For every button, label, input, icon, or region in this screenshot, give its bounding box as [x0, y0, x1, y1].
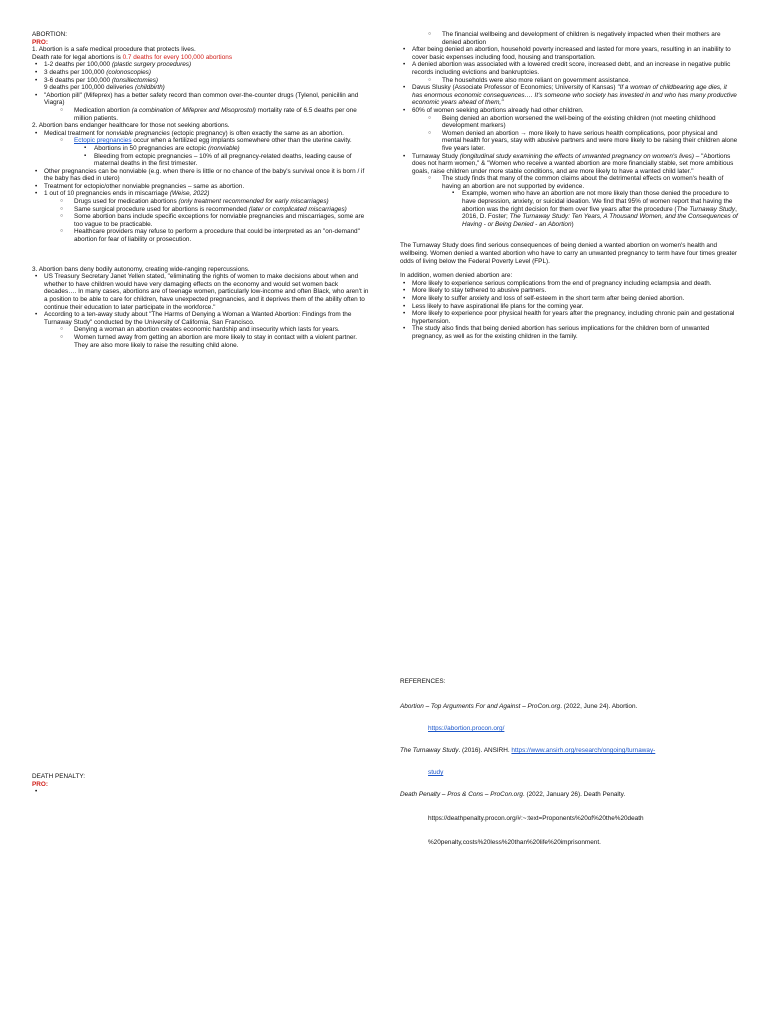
list-item: ○ The financial wellbeing and development of children is negatively impacted when their mothers are denied abortion: [428, 31, 738, 46]
list-item: ○ Denying a woman an abortion creates economic hardship and insecurity which lasts for years.: [60, 326, 370, 334]
list-item: • More likely to experience serious complications from the end of pregnancy including eclampsia and death.: [400, 280, 738, 288]
list-item: ○ Same surgical procedure used for abortions is recommended (later or complicated miscarriages): [60, 206, 370, 214]
point-3-list: [32, 273, 370, 349]
point-1-list: [32, 61, 370, 84]
denied-list: [400, 280, 738, 341]
reference-1: Abortion – Top Arguments For and Against – ProCon.org. (2022, June 24). Abortion. https://abortion.procon.org/: [400, 703, 738, 733]
list-item: • The study also finds that being denied abortion has serious implications for the children born of unwanted pregnancy, as well as for the existing children in the family.: [400, 325, 738, 340]
reference-2-link[interactable]: https://www.ansirh.org/research/ongoing/turnaway-: [511, 747, 656, 754]
list-item: • Treatment for ectopic/other nonviable pregnancies – same as abortion.: [32, 183, 370, 191]
death-rate-highlight: 0.7 deaths for every 100,000 abortions: [122, 53, 233, 61]
abortion-pro-label: PRO:: [32, 38, 48, 46]
reference-2-link-cont[interactable]: study: [428, 769, 444, 776]
list-item: • 60% of women seeking abortions already had other children.: [400, 107, 738, 115]
list-item: ○ Drugs used for medication abortions (only treatment recommended for early miscarriages): [60, 198, 370, 206]
references-heading: REFERENCES:: [400, 678, 446, 685]
reference-1-link[interactable]: https://abortion.procon.org/: [428, 725, 505, 732]
list-item: • More likely to suffer anxiety and loss of self-esteem in the short term after being denied abortion.: [400, 295, 738, 303]
reference-3: Death Penalty – Pros & Cons – ProCon.org. (2022, January 26). Death Penalty. https://deathpenalty.procon.org/#:~:text=Proponents%20of%20the%20death %20penalty,costs%20less%20than%20life%20imprisonment.: [400, 791, 738, 847]
list-item: • 3-6 deaths per 100,000 (tonsillectomies): [32, 77, 370, 85]
list-item: ○ Women denied an abortion → more likely to have serious health complications, poor physical and mental health for years, stay with abusive partners and were more likely to be raising their children alone five years later.: [428, 130, 738, 153]
list-item: ○ Ectopic pregnancies occur when a fertilized egg implants somewhere other than the uterine cavity.: [60, 137, 370, 145]
turnaway-paragraph: The Turnaway Study does find serious consequences of being denied a wanted abortion on women's health and wellbeing. Women denied a wanted abortion who have to carry an unwanted pregnancy to term have four times greater odds of living below the Federal Poverty Level (FPL).: [400, 242, 738, 265]
abortion-title: ABORTION:: [32, 31, 68, 38]
list-item: • After being denied an abortion, household poverty increased and lasted for more years, resulting in an inability to cover basic expenses including food, housing and transportation.: [400, 46, 738, 61]
death-penalty-title: DEATH PENALTY:: [32, 773, 86, 780]
list-item: • "Abortion pill" (Mifeprex) has a better safety record than common over-the-counter drugs (Tylenol, penicillin and Viagra): [32, 92, 370, 107]
list-item: ▪ Example, women who have an abortion are not more likely than those denied the procedure to have depression, anxiety, or suicidal ideation. We find that 95% of women report that having the abortion was the right decision for them over five years after the procedure (The Turnaway Study, 2016, D. Foster; The Turnaway Study: Ten Years, A Thousand Women, and the Consequences of Having - or Being Denied - an Abortion): [452, 190, 738, 228]
list-item: ○ Women turned away from getting an abortion are more likely to stay in contact with a violent partner. They are also more likely to raise the resulting child alone.: [60, 334, 370, 349]
list-item: ▪ Abortions in 50 pregnancies are ectopic (nonviable): [84, 145, 370, 153]
list-item: • More likely to experience poor physical health for years after the pregnancy, including chronic pain and gestational hypertension.: [400, 310, 738, 325]
death-rate-line: Death rate for legal abortions is 0.7 deaths for every 100,000 abortions: [32, 53, 233, 61]
list-item: • Medical treatment for nonviable pregnancies (ectopic pregnancy) is often exactly the same as an abortion.: [32, 130, 370, 138]
list-item: ○ The study finds that many of the common claims about the detrimental effects on women's health of having an abortion are not supported by evidence.: [428, 175, 738, 190]
list-item: • 3 deaths per 100,000 (colonoscopies): [32, 69, 370, 77]
list-item: • More likely to stay tethered to abusive partners.: [400, 287, 738, 295]
childbirth-line: 9 deaths per 100,000 deliveries (childbirth): [44, 84, 165, 92]
list-item: ○ Medication abortion (a combination of Mifeprex and Misoprostol) mortality rate of 6.5 deaths per one million patients.: [60, 107, 370, 122]
right-column: [400, 31, 738, 341]
list-item: ○ Being denied an abortion worsened the well-being of the existing children (not meeting childhood development markers): [428, 115, 738, 130]
list-item: • Other pregnancies can be nonviable (e.g. when there is little or no chance of the baby's survival once it is born / if the baby has died in utero): [32, 168, 370, 183]
list-item: ○ Some abortion bans include specific exceptions for nonviable pregnancies and miscarriages, some are too vague to be practicable.: [60, 213, 370, 228]
list-item: • Turnaway Study (longitudinal study examining the effects of unwanted pregnancy on women's lives) – "Abortions does not harm women," & "Women who receive a wanted abortion are more financially stable, set more ambitious goals, raise children under more stable conditions, and are more likely to have a wanted child later.": [400, 153, 738, 176]
list-item: • A denied abortion was associated with a lowered credit score, increased debt, and an increase in negative public records including evictions and bankruptcies.: [400, 61, 738, 76]
list-item: • US Treasury Secretary Janet Yellen stated, "eliminating the rights of women to make decisions about when and whether to have children would have very damaging effects on the economy and would set women back decades…. In many cases, abortions are of teenage women, particularly low-income and often Black, who aren't in a position to be able to care for children, have unexpected pregnancies, and it deprives them of the ability often to continue their education to later participate in the workforce.": [32, 273, 370, 311]
death-penalty-section: [32, 773, 370, 796]
denied-intro: In addition, women denied abortion are:: [400, 272, 513, 280]
list-item: • According to a ten-away study about "The Harms of Denying a Woman a Wanted Abortion: Findings from the Turnaway Study" conducted by the University of California, San Francisco.: [32, 311, 370, 326]
reference-3-url-2: %20penalty,costs%20less%20than%20life%20imprisonment.: [428, 839, 601, 846]
list-item: • Less likely to have aspirational life plans for the coming year.: [400, 303, 738, 311]
list-item: ○ Healthcare providers may refuse to perform a procedure that could be interpreted as an "on-demand" abortion for fear of liability or prosecution.: [60, 228, 370, 243]
list-item: • Davus Slusky (Associate Professor of Economics; University of Kansas) "If a woman of childbearing age dies, it has enormous economic consequences…. It's someone who society has invested in and who has many productive economic years ahead of them,": [400, 84, 738, 107]
references-section: [400, 678, 738, 856]
point-2-heading: 2. Abortion bans endanger healthcare for those not seeking abortions.: [32, 122, 230, 130]
point-1-heading: 1. Abortion is a safe medical procedure that protects lives.: [32, 46, 196, 54]
list-item: ○ The households were also more reliant on government assistance.: [428, 77, 738, 85]
left-column: [32, 31, 370, 349]
reference-2: The Turnaway Study. (2016). ANSIRH. https://www.ansirh.org/research/ongoing/turnaway- study: [400, 747, 738, 777]
empty-bullet: [32, 788, 370, 796]
list-item: • 1-2 deaths per 100,000 (plastic surgery procedures): [32, 61, 370, 69]
reference-3-url-1: https://deathpenalty.procon.org/#:~:text=Proponents%20of%20the%20death: [428, 815, 644, 822]
death-penalty-pro-label: PRO:: [32, 780, 48, 788]
point-3-heading: 3. Abortion bans deny bodily autonomy, creating wide-ranging repercussions.: [32, 265, 250, 273]
ectopic-link[interactable]: Ectopic pregnancies: [74, 137, 132, 145]
point-2-list: [32, 130, 370, 244]
list-item: • 1 out of 10 pregnancies ends in miscarriage (Weise, 2022): [32, 190, 370, 198]
list-item: ▪ Bleeding from ectopic pregnancies – 10% of all pregnancy-related deaths, leading cause of maternal deaths in the first trimester.: [84, 153, 370, 168]
